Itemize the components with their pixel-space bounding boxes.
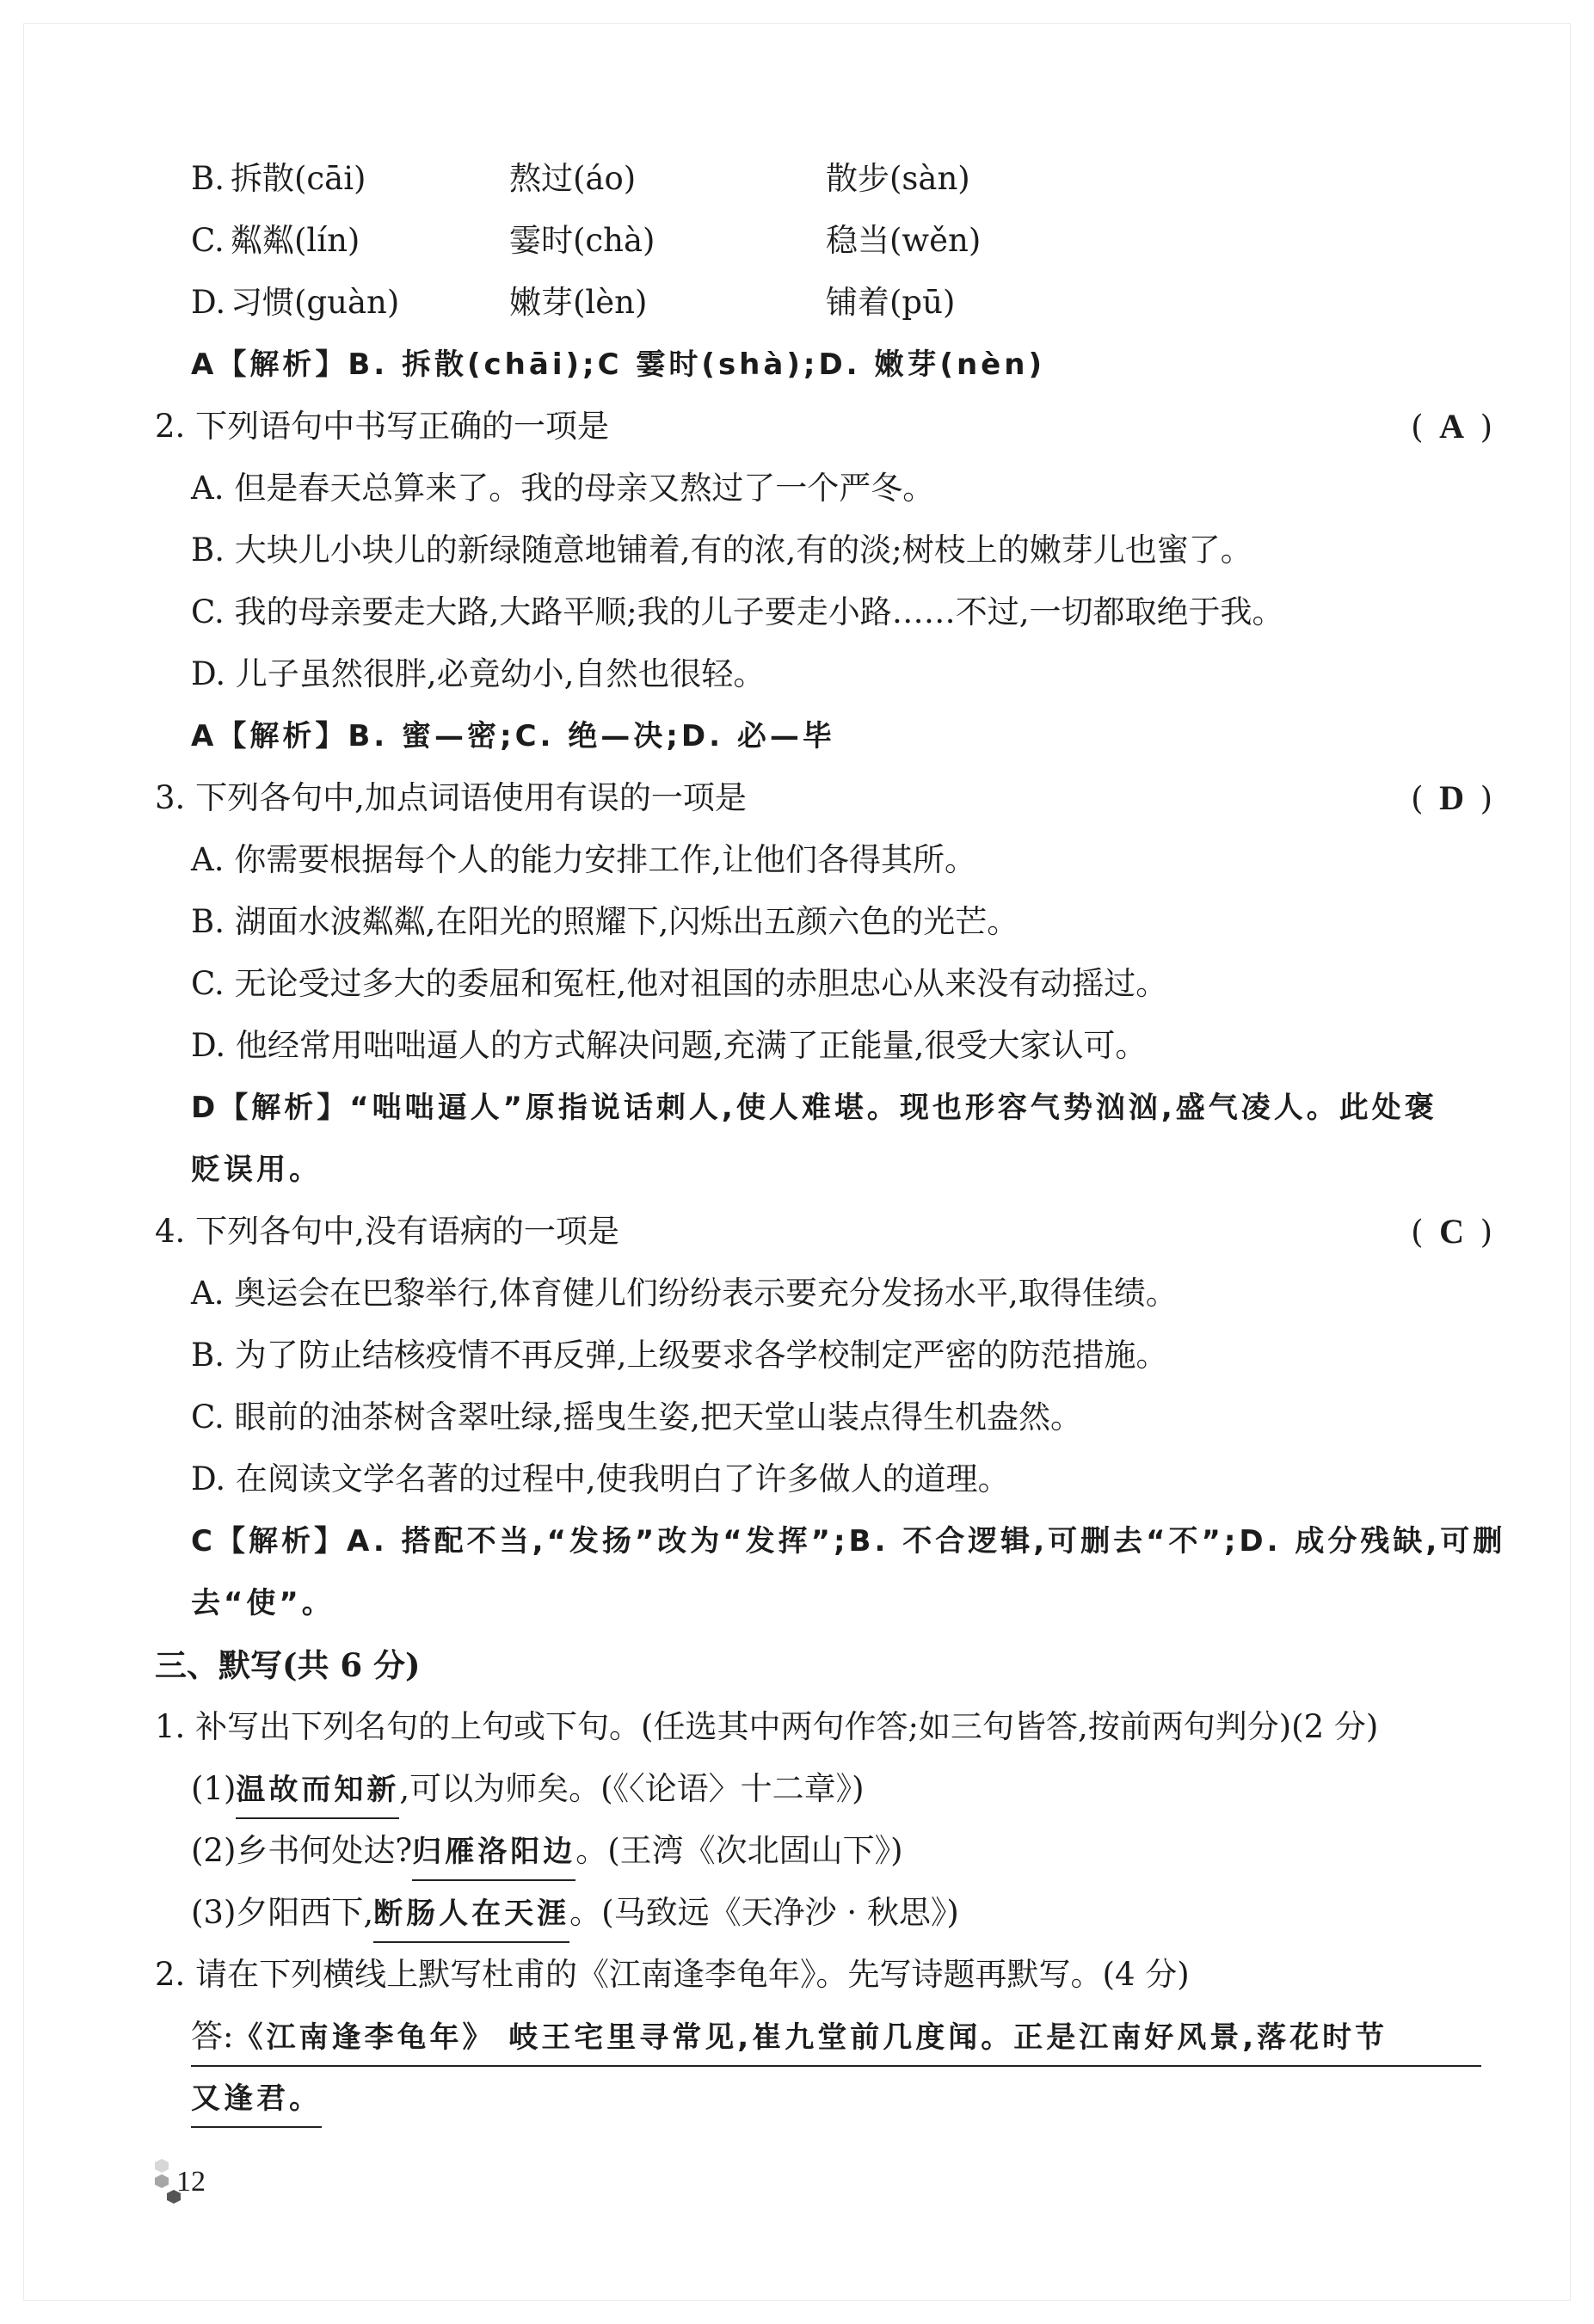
s3-q1-item-1-answer: 温故而知新 (236, 1764, 399, 1819)
q3-analysis-text-2: 贬误用。 (191, 1153, 322, 1187)
q4-answer-bracket: ( C ) (1411, 1206, 1492, 1258)
q3-answer: D (1439, 778, 1464, 817)
section-3-heading (0, 1639, 1594, 1691)
q4-analysis-line-2 (0, 1577, 1594, 1629)
q2-option-c (0, 587, 1594, 638)
q1-option-c-word-1: 粼粼(lín) (231, 222, 360, 259)
s3-q1-item-1-prefix: (1) (191, 1770, 237, 1807)
q1-option-b-label: B. (191, 160, 225, 197)
q1-option-b-row (0, 153, 1594, 205)
q2-analysis-text: A【解析】B. 蜜—密;C. 绝—决;D. 必—毕 (191, 719, 835, 753)
q4-answer: C (1439, 1212, 1464, 1251)
s3-q1-item-3 (0, 1887, 1594, 1939)
section-3-title: 三、默写(共 6 分) (155, 1646, 421, 1684)
s3-q2-answer-text-2: 又逢君。 (191, 2073, 322, 2128)
q1-option-d-row (0, 277, 1594, 329)
q2-answer: A (1439, 407, 1464, 446)
q4-option-d-text: D. 在阅读文学名著的过程中,使我明白了许多做人的道理。 (191, 1460, 1010, 1497)
s3-q2-stem: 2. 请在下列横线上默写杜甫的《江南逢李龟年》。先写诗题再默写。(4 分) (155, 1956, 1190, 1993)
q4-analysis-line-1 (0, 1516, 1594, 1567)
q2-option-a-text: A. 但是春天总算来了。我的母亲又熬过了一个严冬。 (191, 470, 935, 507)
s3-q2-answer-line-1-wrap (191, 2011, 1481, 2067)
q1-analysis-text: A【解析】B. 拆散(chāi);C 霎时(shà);D. 嫩芽(nèn) (191, 347, 1045, 382)
q1-option-d-label: D. (191, 284, 226, 321)
s3-q2-answer-text-1: 《江南逢李龟年》 岐王宅里寻常见,崔九堂前几度闻。正是江南好风景,落花时节 (233, 2020, 1388, 2055)
s3-q1-item-1-suffix: ,可以为师矣。(《〈论语〉十二章》) (399, 1770, 865, 1807)
q3-option-d (0, 1020, 1594, 1072)
q2-option-d (0, 649, 1594, 700)
page-number: 12 (176, 2166, 206, 2198)
q2-stem: 2. 下列语句中书写正确的一项是 (155, 408, 610, 445)
s3-q2-stem-row (0, 1949, 1594, 2001)
s3-q1-item-1 (0, 1763, 1594, 1815)
q3-analysis-line-1 (0, 1082, 1594, 1134)
q3-analysis-text-1: D【解析】“咄咄逼人”原指说话刺人,使人难堪。现也形容气势汹汹,盛气凌人。此处褒 (191, 1091, 1437, 1125)
q4-option-b (0, 1330, 1594, 1381)
q1-option-c-label: C. (191, 222, 225, 259)
q1-option-b-word-1: 拆散(cāi) (231, 160, 366, 197)
q1-option-b-word-2: 熬过(áo) (509, 160, 637, 197)
q1-option-d-word-3: 铺着(pū) (826, 284, 956, 321)
s3-q1-item-3-prefix: (3)夕阳西下, (191, 1894, 374, 1931)
q3-stem-row (0, 772, 1594, 824)
s3-q2-answer-prefix: 答: (191, 2018, 234, 2055)
q3-answer-bracket: ( D ) (1411, 772, 1492, 825)
q3-analysis-line-2 (0, 1144, 1594, 1196)
q1-option-d-word-2: 嫩芽(lèn) (509, 284, 648, 321)
q1-option-c-row (0, 215, 1594, 267)
q4-option-d (0, 1454, 1594, 1505)
s3-q2-answer-line-1 (0, 2011, 1594, 2063)
q2-option-b-text: B. 大块儿小块儿的新绿随意地铺着,有的浓,有的淡;树枝上的嫩芽儿也蜜了。 (191, 532, 1252, 569)
q2-option-c-text: C. 我的母亲要走大路,大路平顺;我的儿子要走小路……不过,一切都取绝于我。 (191, 593, 1284, 630)
q4-option-c (0, 1392, 1594, 1443)
q4-option-a (0, 1268, 1594, 1319)
q4-stem-row (0, 1206, 1594, 1257)
s3-q1-stem-row (0, 1701, 1594, 1753)
s3-q1-item-2-answer: 归雁洛阳边 (412, 1826, 575, 1881)
q4-option-b-text: B. 为了防止结核疫情不再反弹,上级要求各学校制定严密的防范措施。 (191, 1337, 1168, 1374)
q4-analysis-text-2: 去“使”。 (191, 1586, 335, 1620)
s3-q1-stem: 1. 补写出下列名句的上句或下句。(任选其中两句作答;如三句皆答,按前两句判分)(2 分) (155, 1708, 1379, 1745)
q4-option-c-text: C. 眼前的油茶树含翠吐绿,摇曳生姿,把天堂山装点得生机盎然。 (191, 1399, 1083, 1436)
q3-option-c-text: C. 无论受过多大的委屈和冤枉,他对祖国的赤胆忠心从来没有动摇过。 (191, 965, 1168, 1002)
s3-q1-item-2-wrap (191, 1825, 903, 1881)
q4-stem: 4. 下列各句中,没有语病的一项是 (155, 1213, 619, 1250)
q2-option-b (0, 525, 1594, 576)
q1-analysis (0, 339, 1594, 390)
q3-option-a (0, 834, 1594, 886)
q2-answer-bracket: ( A ) (1411, 401, 1492, 453)
s3-q1-item-2 (0, 1825, 1594, 1877)
q3-option-a-text: A. 你需要根据每个人的能力安排工作,让他们各得其所。 (191, 841, 977, 878)
q3-option-b (0, 896, 1594, 948)
q1-option-c-word-2: 霎时(chà) (509, 222, 655, 259)
q3-option-d-text: D. 他经常用咄咄逼人的方式解决问题,充满了正能量,很受大家认可。 (191, 1027, 1148, 1064)
q1-option-c-word-3: 稳当(wěn) (826, 222, 982, 259)
q1-option-d-word-1: 习惯(guàn) (231, 284, 400, 321)
q2-option-a (0, 463, 1594, 514)
s3-q1-item-1-wrap (191, 1763, 865, 1819)
q4-option-a-text: A. 奥运会在巴黎举行,体育健儿们纷纷表示要充分发扬水平,取得佳绩。 (191, 1275, 1178, 1312)
s3-q1-item-3-suffix: 。(马致远《天净沙 · 秋思》) (569, 1894, 959, 1931)
s3-q2-answer-line-2 (0, 2073, 1594, 2124)
q3-stem: 3. 下列各句中,加点词语使用有误的一项是 (155, 779, 747, 816)
q2-stem-row (0, 401, 1594, 452)
q1-option-b-word-3: 散步(sàn) (826, 160, 970, 197)
s3-q1-item-2-suffix: 。(王湾《次北固山下》) (575, 1832, 903, 1869)
s3-q1-item-3-answer: 断肠人在天涯 (373, 1888, 569, 1943)
q3-option-b-text: B. 湖面水波粼粼,在阳光的照耀下,闪烁出五颜六色的光芒。 (191, 903, 1019, 940)
q3-option-c (0, 958, 1594, 1010)
q2-analysis (0, 710, 1594, 762)
q4-analysis-text-1: C【解析】A. 搭配不当,“发扬”改为“发挥”;B. 不合逻辑,可删去“不”;D. 成分残缺,可删 (191, 1524, 1506, 1559)
s3-q1-item-3-wrap (191, 1887, 959, 1943)
s3-q1-item-2-prefix: (2)乡书何处达? (191, 1832, 413, 1869)
q2-option-d-text: D. 儿子虽然很胖,必竟幼小,自然也很轻。 (191, 655, 766, 692)
